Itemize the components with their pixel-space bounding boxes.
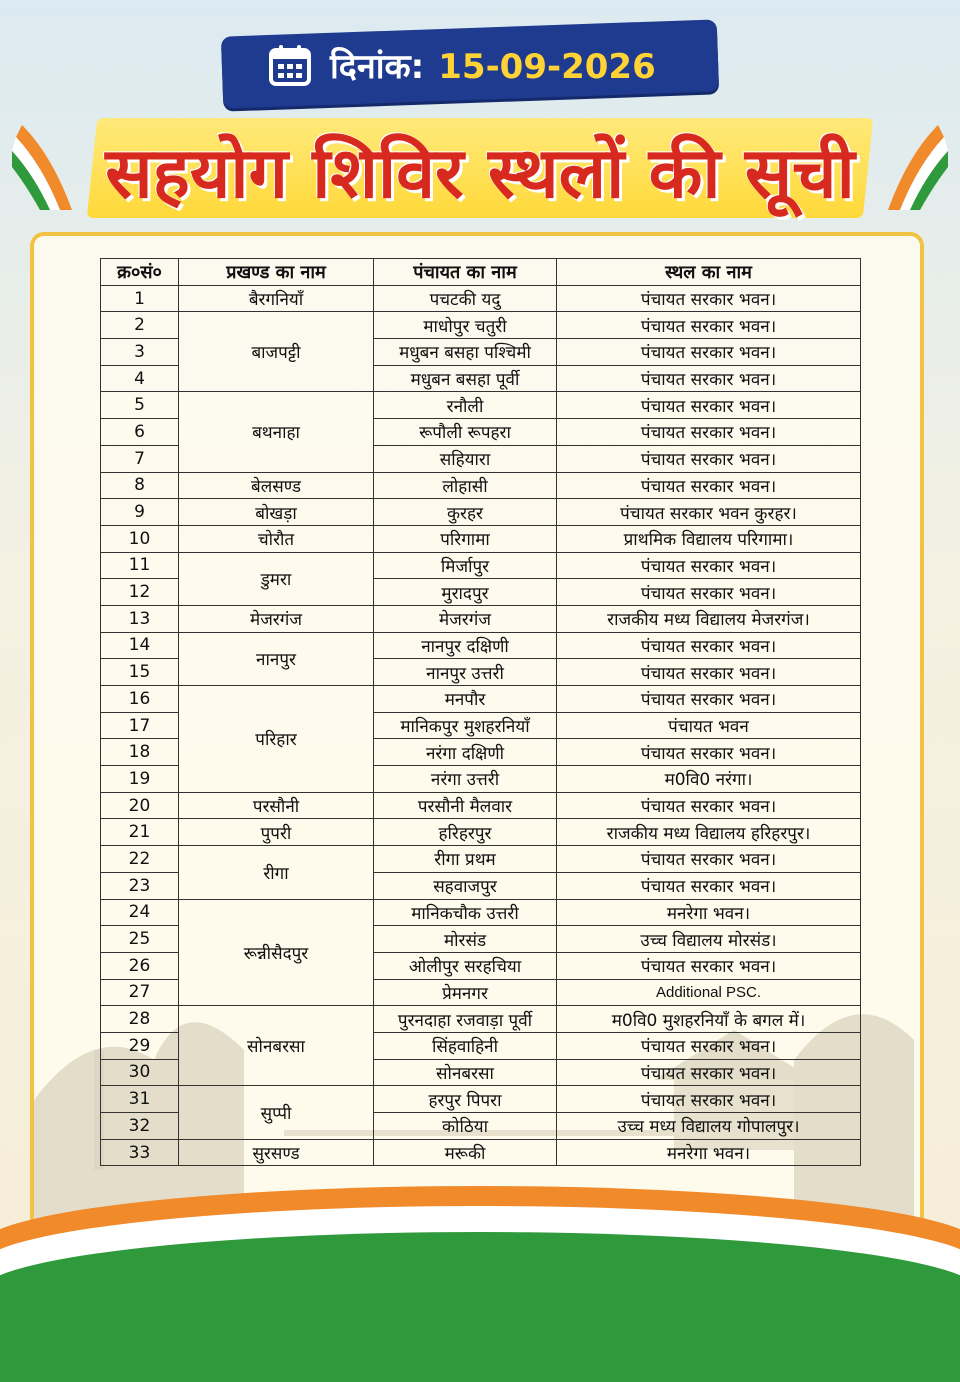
- venue-cell: पंचायत भवन: [557, 712, 861, 739]
- panchayat-cell: परिगामा: [374, 525, 557, 552]
- block-cell: परसौनी: [179, 792, 374, 819]
- venue-cell: राजकीय मध्य विद्यालय मेजरगंज।: [557, 605, 861, 632]
- serial-cell: 16: [101, 686, 179, 713]
- venue-cell: पंचायत सरकार भवन।: [557, 285, 861, 312]
- date-row: [268, 36, 656, 94]
- panchayat-cell: मरूकी: [374, 1139, 557, 1166]
- block-cell: बोखड़ा: [179, 499, 374, 526]
- venue-cell: म0वि0 नरंगा।: [557, 766, 861, 793]
- block-cell: सुप्पी: [179, 1086, 374, 1139]
- panchayat-cell: रनौली: [374, 392, 557, 419]
- block-cell: चोरौत: [179, 525, 374, 552]
- venue-cell: राजकीय मध्य विद्यालय हरिहरपुर।: [557, 819, 861, 846]
- venue-cell: पंचायत सरकार भवन।: [557, 739, 861, 766]
- venue-cell: पंचायत सरकार भवन।: [557, 632, 861, 659]
- serial-cell: 17: [101, 712, 179, 739]
- venue-cell: पंचायत सरकार भवन।: [557, 1032, 861, 1059]
- bottom-green-wave: [0, 1232, 960, 1382]
- panchayat-cell: मिर्जापुर: [374, 552, 557, 579]
- page-title: सहयोग शिविर स्थलों की सूची: [105, 132, 855, 214]
- serial-cell: 4: [101, 365, 179, 392]
- block-cell: मेजरगंज: [179, 605, 374, 632]
- panchayat-cell: नरंगा दक्षिणी: [374, 739, 557, 766]
- venue-cell: पंचायत सरकार भवन।: [557, 846, 861, 873]
- venue-cell: पंचायत सरकार भवन।: [557, 419, 861, 446]
- panchayat-cell: मोरसंड: [374, 926, 557, 953]
- serial-cell: 1: [101, 285, 179, 312]
- table-row: [101, 1006, 861, 1033]
- panchayat-cell: प्रेमनगर: [374, 979, 557, 1006]
- serial-cell: 20: [101, 792, 179, 819]
- serial-cell: 15: [101, 659, 179, 686]
- serial-cell: 22: [101, 846, 179, 873]
- panchayat-cell: मानिकचौक उत्तरी: [374, 899, 557, 926]
- serial-cell: 14: [101, 632, 179, 659]
- panchayat-cell: रीगा प्रथम: [374, 846, 557, 873]
- serial-cell: 28: [101, 1006, 179, 1033]
- panchayat-cell: लोहासी: [374, 472, 557, 499]
- serial-cell: 10: [101, 525, 179, 552]
- panchayat-cell: पचटकी यदु: [374, 285, 557, 312]
- venue-cell: पंचायत सरकार भवन।: [557, 686, 861, 713]
- venue-cell: पंचायत सरकार भवन।: [557, 579, 861, 606]
- venue-cell: उच्च मध्य विद्यालय गोपालपुर।: [557, 1113, 861, 1140]
- table-row: [101, 285, 861, 312]
- table-row: [101, 899, 861, 926]
- venue-cell: मनरेगा भवन।: [557, 1139, 861, 1166]
- panchayat-cell: मधुबन बसहा पश्चिमी: [374, 339, 557, 366]
- block-cell: सुरसण्ड: [179, 1139, 374, 1166]
- date-value: 15-09-2026: [438, 47, 656, 87]
- serial-cell: 13: [101, 605, 179, 632]
- venue-cell: म0वि0 मुशहरनियाँ के बगल में।: [557, 1006, 861, 1033]
- panchayat-cell: पुरनदाहा रजवाड़ा पूर्वी: [374, 1006, 557, 1033]
- panchayat-cell: नानपुर उत्तरी: [374, 659, 557, 686]
- serial-cell: 27: [101, 979, 179, 1006]
- serial-cell: 2: [101, 312, 179, 339]
- venue-cell: पंचायत सरकार भवन।: [557, 365, 861, 392]
- serial-cell: 18: [101, 739, 179, 766]
- serial-cell: 24: [101, 899, 179, 926]
- venue-cell: पंचायत सरकार भवन।: [557, 472, 861, 499]
- serial-cell: 32: [101, 1113, 179, 1140]
- table-row: [101, 1139, 861, 1166]
- venue-cell: पंचायत सरकार भवन।: [557, 339, 861, 366]
- panchayat-cell: ओलीपुर सरहचिया: [374, 952, 557, 979]
- panchayat-cell: नानपुर दक्षिणी: [374, 632, 557, 659]
- table-row: [101, 525, 861, 552]
- table-header-row: [101, 259, 861, 286]
- header-panchayat: पंचायत का नाम: [374, 259, 557, 286]
- serial-cell: 33: [101, 1139, 179, 1166]
- table-row: [101, 472, 861, 499]
- panchayat-cell: मेजरगंज: [374, 605, 557, 632]
- camp-sites-table: [100, 258, 861, 1166]
- venue-cell: पंचायत सरकार भवन।: [557, 872, 861, 899]
- date-label: दिनांक:: [330, 47, 425, 87]
- serial-cell: 6: [101, 419, 179, 446]
- venue-cell: पंचायत सरकार भवन।: [557, 1059, 861, 1086]
- serial-cell: 23: [101, 872, 179, 899]
- panchayat-cell: नरंगा उत्तरी: [374, 766, 557, 793]
- table-row: [101, 846, 861, 873]
- block-cell: बाजपट्टी: [179, 312, 374, 392]
- panchayat-cell: हरपुर पिपरा: [374, 1086, 557, 1113]
- panchayat-cell: कोठिया: [374, 1113, 557, 1140]
- header-venue: स्थल का नाम: [557, 259, 861, 286]
- serial-cell: 25: [101, 926, 179, 953]
- table-row: [101, 392, 861, 419]
- venue-cell: पंचायत सरकार भवन कुरहर।: [557, 499, 861, 526]
- panchayat-cell: परसौनी मैलवार: [374, 792, 557, 819]
- block-cell: पुपरी: [179, 819, 374, 846]
- serial-cell: 9: [101, 499, 179, 526]
- block-cell: परिहार: [179, 686, 374, 793]
- panchayat-cell: माधोपुर चतुरी: [374, 312, 557, 339]
- venue-cell: पंचायत सरकार भवन।: [557, 552, 861, 579]
- header-serial: क्र०सं०: [101, 259, 179, 286]
- table-row: [101, 312, 861, 339]
- block-cell: नानपुर: [179, 632, 374, 685]
- block-cell: डुमरा: [179, 552, 374, 605]
- panchayat-cell: सोनबरसा: [374, 1059, 557, 1086]
- panchayat-cell: सहियारा: [374, 445, 557, 472]
- venue-cell: प्राथमिक विद्यालय परिगामा।: [557, 525, 861, 552]
- serial-cell: 29: [101, 1032, 179, 1059]
- panchayat-cell: मुरादपुर: [374, 579, 557, 606]
- venue-cell: पंचायत सरकार भवन।: [557, 952, 861, 979]
- serial-cell: 11: [101, 552, 179, 579]
- panchayat-cell: रूपौली रूपहरा: [374, 419, 557, 446]
- table-row: [101, 499, 861, 526]
- date-text: [330, 42, 656, 88]
- venue-cell: पंचायत सरकार भवन।: [557, 1086, 861, 1113]
- venue-cell: पंचायत सरकार भवन।: [557, 445, 861, 472]
- serial-cell: 3: [101, 339, 179, 366]
- table-row: [101, 819, 861, 846]
- block-cell: बैरगनियाँ: [179, 285, 374, 312]
- serial-cell: 8: [101, 472, 179, 499]
- panchayat-cell: मनपौर: [374, 686, 557, 713]
- serial-cell: 12: [101, 579, 179, 606]
- serial-cell: 5: [101, 392, 179, 419]
- block-cell: रून्नीसैदपुर: [179, 899, 374, 1006]
- block-cell: बेलसण्ड: [179, 472, 374, 499]
- table-row: [101, 632, 861, 659]
- panchayat-cell: सहवाजपुर: [374, 872, 557, 899]
- serial-cell: 30: [101, 1059, 179, 1086]
- venue-cell: उच्च विद्यालय मोरसंड।: [557, 926, 861, 953]
- header-block: प्रखण्ड का नाम: [179, 259, 374, 286]
- panchayat-cell: मानिकपुर मुशहरनियाँ: [374, 712, 557, 739]
- venue-cell: Additional PSC.: [557, 979, 861, 1006]
- table-row: [101, 792, 861, 819]
- panchayat-cell: कुरहर: [374, 499, 557, 526]
- venue-cell: पंचायत सरकार भवन।: [557, 659, 861, 686]
- block-cell: सोनबरसा: [179, 1006, 374, 1086]
- venue-cell: मनरेगा भवन।: [557, 899, 861, 926]
- venue-cell: पंचायत सरकार भवन।: [557, 312, 861, 339]
- venue-cell: पंचायत सरकार भवन।: [557, 392, 861, 419]
- panchayat-cell: मधुबन बसहा पूर्वी: [374, 365, 557, 392]
- serial-cell: 26: [101, 952, 179, 979]
- serial-cell: 31: [101, 1086, 179, 1113]
- panchayat-cell: सिंहवाहिनी: [374, 1032, 557, 1059]
- block-cell: बथनाहा: [179, 392, 374, 472]
- panchayat-cell: हरिहरपुर: [374, 819, 557, 846]
- table-row: [101, 686, 861, 713]
- serial-cell: 7: [101, 445, 179, 472]
- table-body: [101, 285, 861, 1166]
- calendar-icon: [268, 43, 312, 87]
- venue-cell: पंचायत सरकार भवन।: [557, 792, 861, 819]
- table-row: [101, 552, 861, 579]
- table-row: [101, 605, 861, 632]
- block-cell: रीगा: [179, 846, 374, 899]
- serial-cell: 21: [101, 819, 179, 846]
- serial-cell: 19: [101, 766, 179, 793]
- table-row: [101, 1086, 861, 1113]
